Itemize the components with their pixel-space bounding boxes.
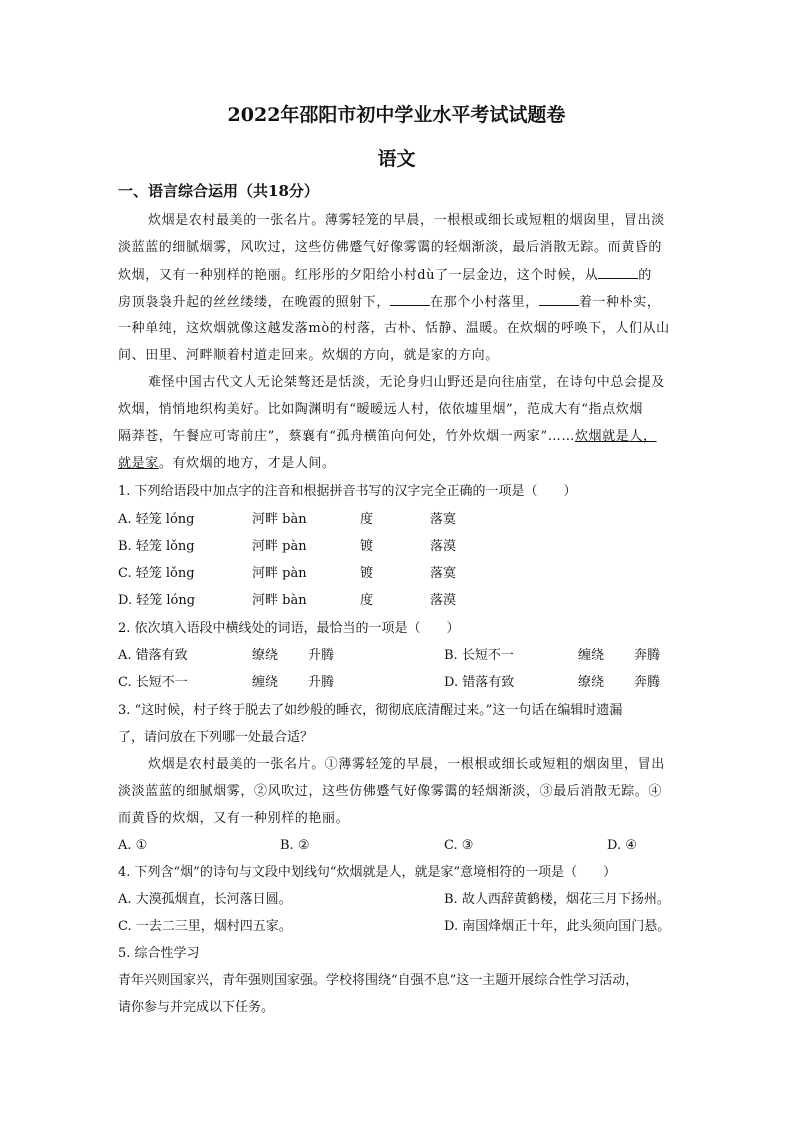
passage-line bbox=[118, 293, 660, 312]
question-5-stem: 5. 综合性学习 bbox=[118, 946, 200, 961]
q2-option-b-word2: 缠绕 bbox=[578, 648, 605, 663]
q3-option-a: A. ① bbox=[118, 838, 148, 853]
q1-option-d: 落漠 bbox=[430, 593, 457, 608]
passage-line: 炊烟，悄悄地织构美好。比如陶渊明有“暧暧远人村，依依墟里烟”，范成大有“指点炊烟 bbox=[118, 402, 643, 417]
passage-text: 。有炊烟的地方，才是人间。 bbox=[158, 456, 336, 471]
question-3-stem: 了，请问放在下列哪一处最合适？ bbox=[118, 730, 314, 745]
q1-option-c: 镀 bbox=[360, 566, 374, 581]
q3-passage-line: 而黄昏的炊烟，又有一种别样的艳丽。 bbox=[118, 811, 350, 826]
q3-passage-line: 淡淡蓝蓝的细腻烟雾，②风吹过，这些仿佛蹙气好像雾霭的轻烟渐淡，③最后消散无踪。④ bbox=[118, 784, 663, 799]
question-5-text: 青年兴则国家兴，青年强则国家强。学校将围绕“自强不息”这一主题开展综合性学习活动， bbox=[118, 973, 639, 988]
passage-line bbox=[118, 455, 336, 473]
passage-text: 房顶袅袅升起的丝丝缕缕，在晚霞的照射下， bbox=[118, 295, 391, 310]
q1-option-b: 河畔 pàn bbox=[252, 566, 307, 581]
q1-option-d: 落漠 bbox=[430, 539, 457, 554]
q1-option-b: 河畔 bàn bbox=[252, 512, 307, 527]
q2-option-b-word3: 奔腾 bbox=[634, 648, 661, 663]
passage-line: 一种单纯，这炊烟就像这越发落mò的村落，古朴、恬静、温暖。在炊烟的呼唤下，人们从山 bbox=[118, 321, 670, 336]
q1-option-d: 落寞 bbox=[430, 566, 457, 581]
passage-line: 炊烟是农村最美的一张名片。薄雾轻笼的早晨，一根根或细长或短粗的烟囱里，冒出淡 bbox=[148, 213, 665, 228]
passage-line bbox=[118, 266, 652, 285]
passage-line: 间、田里、河畔顺着村道走回来。炊烟的方向，就是家的方向。 bbox=[118, 348, 499, 363]
fill-blank bbox=[598, 266, 638, 279]
q2-option-d-word2: 缭绕 bbox=[578, 675, 605, 690]
passage-line: 淡蓝蓝的细腻烟雾，风吹过，这些仿佛蹙气好像雾霭的轻烟渐淡，最后消散无踪。而黄昏的 bbox=[118, 240, 663, 255]
question-4-stem: 4. 下列含“烟”的诗句与文段中划线句“炊烟就是人，就是家”意境相符的一项是（ ） bbox=[118, 865, 617, 880]
q4-option-c: C. 一去二三里，烟村四五家。 bbox=[118, 919, 292, 934]
q3-option-d: D. ④ bbox=[607, 838, 637, 853]
q1-option-label: D. 轻笼 lóng bbox=[118, 593, 196, 608]
q4-option-d: D. 南国烽烟正十年，此头须向国门悬。 bbox=[444, 919, 671, 934]
q2-option-c: C. 长短不一 bbox=[118, 675, 188, 690]
fill-blank bbox=[539, 293, 579, 306]
section-heading: 一、语言综合运用（共18分） bbox=[118, 182, 319, 200]
question-3-stem: 3. “这时候，村子终于脱去了如纱般的睡衣，彻彻底底清醒过来。”这一句话在编辑时遗漏 bbox=[118, 703, 623, 718]
exam-title: 2022年邵阳市初中学业水平考试试题卷 bbox=[227, 104, 566, 126]
passage-text: 炊烟，又有一种别样的艳丽。红彤彤的夕阳给小村dù了一层金边，这个时候，从 bbox=[118, 268, 599, 283]
passage-line bbox=[118, 428, 657, 446]
q2-option-d: D. 错落有致 bbox=[444, 675, 515, 690]
q2-option-c-word3: 升腾 bbox=[308, 675, 335, 690]
q1-option-label: A. 轻笼 lóng bbox=[118, 512, 195, 527]
q1-option-d: 落寞 bbox=[430, 512, 457, 527]
q3-option-c: C. ③ bbox=[444, 838, 474, 853]
passage-text: 在那个小村落里， bbox=[430, 295, 539, 310]
q2-option-d-word3: 奔腾 bbox=[634, 675, 661, 690]
q4-option-b: B. 故人西辞黄鹤楼，烟花三月下扬州。 bbox=[444, 892, 670, 907]
q1-option-c: 度 bbox=[360, 512, 374, 527]
q1-option-b: 河畔 pàn bbox=[252, 539, 307, 554]
underlined-sentence: 就是家 bbox=[118, 456, 159, 471]
passage-text: 隔莽苍，午餐应可寄前庄”，蔡襄有“孤舟横笛向何处，竹外炊烟一两家”…… bbox=[118, 429, 575, 444]
q1-option-label: C. 轻笼 lǒng bbox=[118, 566, 195, 581]
q2-option-a: A. 错落有致 bbox=[118, 648, 188, 663]
q2-option-a-word3: 升腾 bbox=[308, 648, 335, 663]
q4-option-a: A. 大漠孤烟直，长河落日圆。 bbox=[118, 892, 292, 907]
underlined-sentence: 炊烟就是人， bbox=[574, 429, 657, 444]
passage-text: 着一种朴实， bbox=[578, 295, 661, 310]
q2-option-a-word2: 缭绕 bbox=[252, 648, 279, 663]
subject-title: 语文 bbox=[377, 148, 416, 170]
q2-option-c-word2: 缠绕 bbox=[252, 675, 279, 690]
q3-option-b: B. ② bbox=[280, 838, 310, 853]
fill-blank bbox=[390, 293, 430, 306]
passage-text: 的 bbox=[638, 268, 652, 283]
q2-option-b: B. 长短不一 bbox=[444, 648, 514, 663]
q1-option-label: B. 轻笼 lǒng bbox=[118, 539, 195, 554]
question-1-stem: 1. 下列给语段中加点字的注音和根据拼音书写的汉字完全正确的一项是（ ） bbox=[118, 484, 577, 499]
question-5-text: 请你参与并完成以下任务。 bbox=[118, 1000, 275, 1015]
q1-option-c: 镀 bbox=[360, 539, 374, 554]
q1-option-b: 河畔 bàn bbox=[252, 593, 307, 608]
q1-option-c: 度 bbox=[360, 593, 374, 608]
q3-passage-line: 炊烟是农村最美的一张名片。①薄雾轻笼的早晨，一根根或细长或短粗的烟囱里，冒出 bbox=[148, 757, 665, 772]
passage-line: 难怪中国古代文人无论桀骜还是恬淡，无论身归山野还是向往庙堂，在诗句中总会提及 bbox=[148, 375, 665, 390]
question-2-stem: 2. 依次填入语段中横线处的词语，最恰当的一项是（ ） bbox=[118, 621, 460, 636]
